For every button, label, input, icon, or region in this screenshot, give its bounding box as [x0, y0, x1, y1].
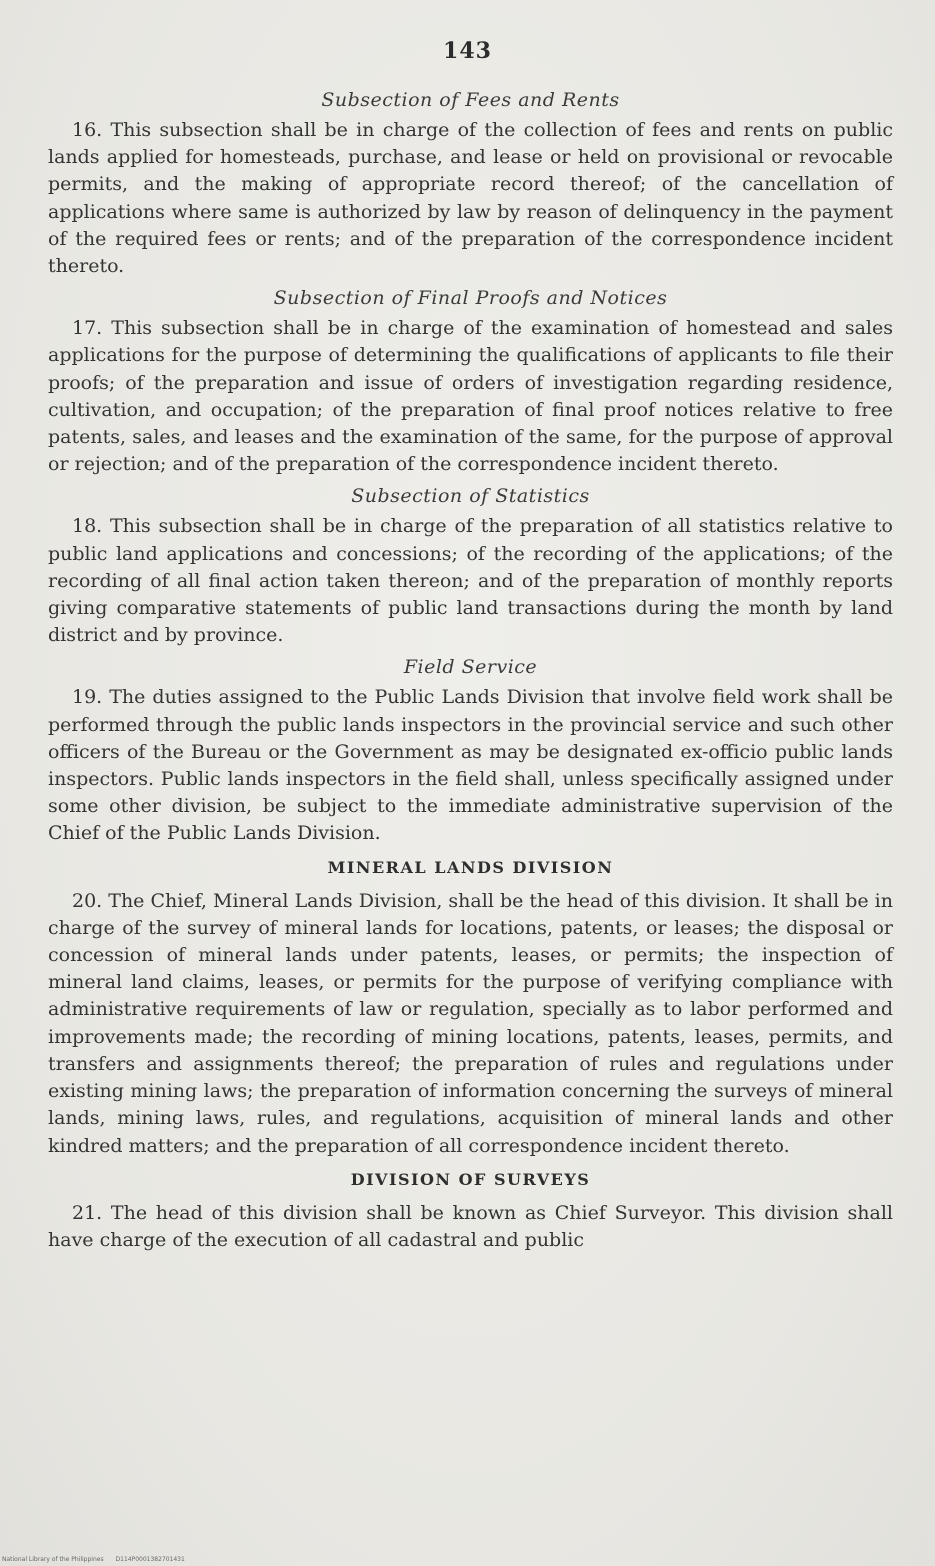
- subsection-heading-field-service: Field Service: [403, 656, 538, 679]
- paragraph-20: 20. The Chief, Mineral Lands Division, shall be the head of this division. It shall be in charge of the survey of mineral lands for locations, patents, or leases; the disposal or concession of mineral lands under patents, leases, or permits; the inspection of mineral land claims, leases, or permits for the purpose of verifying compliance with administrative requirements of law or regulation, specially as to labor performed and improvements made; the recording of mining locations, patents, leases, permits, and transfers and assignments thereof; the preparation of rules and regulations under existing mining laws; the preparation of information concerning the surveys of mineral lands, mining laws, rules, and regulations, acquisition of mineral lands and other kindred matters; and the preparation of all correspondence incident thereto.: [48, 889, 893, 1157]
- paragraph-18: 18. This subsection shall be in charge of the preparation of all statistics relative to public land applications and concessions; of the recording of the applications; of the recording of all final action taken thereon; and of the preparation of monthly reports giving comparative statements of public land transactions during the month by land district and by province.: [48, 515, 893, 647]
- paragraph-19: 19. The duties assigned to the Public Lands Division that involve field work shall be performed through the public lands inspectors in the provincial service and such other officers of the Bureau or the Government as may be designated ex-officio public lands inspectors. Public lands inspectors in the field shall, unless specifically assigned under some other division, be subject to the immediate administrative supervision of the Chief of the Public Lands Division.: [48, 686, 893, 845]
- page-number: 143: [443, 38, 492, 64]
- paragraph-16: 16. This subsection shall be in charge of the collection of fees and rents on public lands applied for homesteads, purchase, and lease or held on provisional or revocable permits, and the making of appropriate record thereof; of the cancellation of applications where same is authorized by law by reason of delinquency in the payment of the required fees or rents; and of the preparation of the correspondence incident thereto.: [48, 119, 893, 278]
- division-heading-mineral-lands: MINERAL LANDS DIVISION: [327, 857, 614, 877]
- subsection-heading-final-proofs: Subsection of Final Proofs and Notices: [273, 287, 668, 310]
- subsection-heading-fees-rents: Subsection of Fees and Rents: [321, 89, 620, 111]
- body-text: [48, 88, 893, 1260]
- division-heading-surveys: DIVISION OF SURVEYS: [350, 1169, 591, 1189]
- footer-library: National Library of the Philippines: [2, 1556, 104, 1563]
- subsection-heading-statistics: Subsection of Statistics: [351, 485, 590, 508]
- paragraph-21: 21. The head of this division shall be known as Chief Surveyor. This division shall have charge of the execution of all cadastral and public: [48, 1201, 893, 1251]
- footer-watermark: [2, 1556, 195, 1563]
- footer-id: D114P0001382701431: [115, 1556, 185, 1563]
- paragraph-17: 17. This subsection shall be in charge of the examination of homestead and sales applications for the purpose of determining the qualifications of applicants to file their proofs; of the preparation and issue of orders of investigation regarding residence, cultivation, and occupation; of the preparation of final proof notices relative to free patents, sales, and leases and the examination of the same, for the purpose of approval or rejection; and of the preparation of the correspondence incident thereto.: [48, 317, 893, 476]
